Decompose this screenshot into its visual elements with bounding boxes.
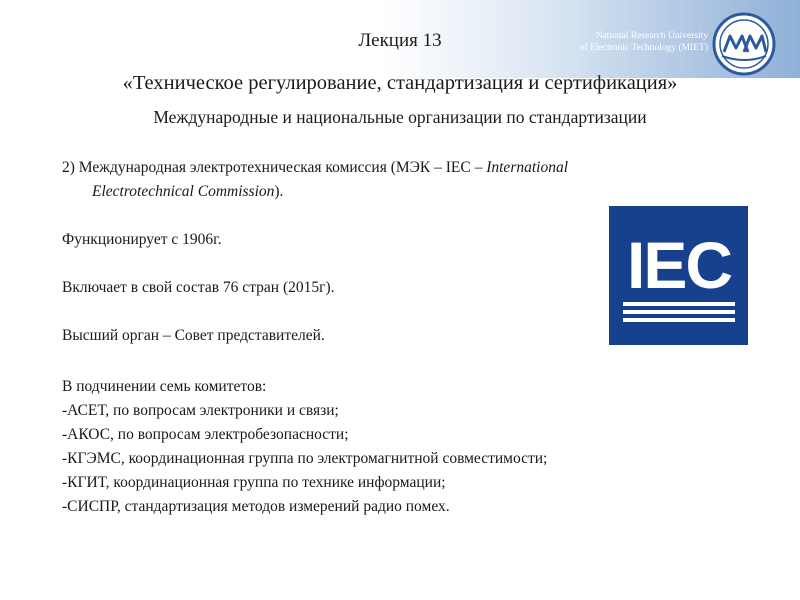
list-item: -КГИТ, координационная группа по технике информации; [62, 474, 446, 491]
list-item: -АСЕТ, по вопросам электроники и связи; [62, 402, 339, 419]
item-text-end: ). [274, 183, 284, 200]
iec-logo [609, 206, 748, 345]
item-text-ru: Международная электротехническая комиссия (МЭК – IEC – [78, 159, 487, 176]
iec-logo-text: IEC [626, 228, 732, 302]
fact-members: Включает в свой состав 76 стран (2015г). [62, 279, 335, 296]
slide-subtitle: Международные и национальные организации по стандартизации [153, 107, 647, 127]
slide-title: «Техническое регулирование, стандартизация и сертификация» [122, 72, 678, 94]
committee-list [62, 375, 547, 519]
committee-heading: В подчинении семь комитетов: [62, 378, 267, 395]
list-item: -СИСПР, стандартизация методов измерений радио помех. [62, 498, 450, 515]
university-name [580, 30, 708, 54]
university-line-1: National Research University [595, 31, 708, 41]
list-item: -КГЭМС, координационная группа по электромагнитной совместимости; [62, 450, 548, 467]
fact-supreme: Высший орган – Совет представителей. [62, 327, 325, 344]
university-line-2: of Electronic Technology (MIET) [579, 43, 708, 53]
iec-description [62, 156, 742, 204]
item-number: 2) [62, 159, 75, 176]
item-text-en-1: International [486, 159, 569, 176]
fact-since: Функционирует с 1906г. [62, 231, 222, 248]
lecture-number: Лекция 13 [358, 30, 442, 51]
list-item: -АКОС, по вопросам электробезопасности; [62, 426, 349, 443]
item-text-en-2: Electrotechnical Commission [92, 183, 275, 200]
miet-logo-icon [712, 12, 776, 76]
